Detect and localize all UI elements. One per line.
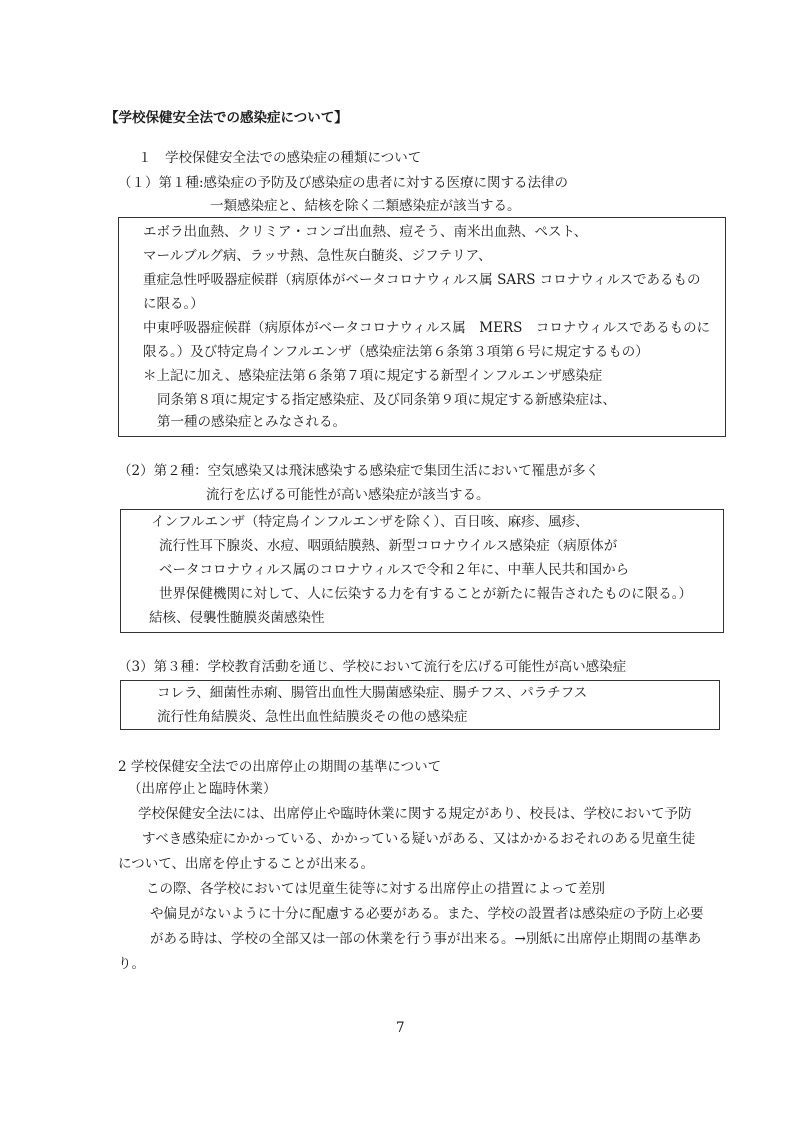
cat1-box-note: 同条第８項に規定する指定感染症、及び同条第９項に規定する新感染症は、 bbox=[157, 392, 616, 408]
cat2-box-line: インフルエンザ（特定鳥インフルエンザを除く）、百日咳、麻疹、風疹、 bbox=[151, 514, 589, 530]
section1-title: １ 学校保健安全法での感染症の種類について bbox=[138, 150, 422, 166]
section2-title: 2 学校保健安全法での出席停止の期間の基準について bbox=[118, 759, 442, 775]
cat1-box-line: マールブルグ病、ラッサ熱、急性灰白髄炎、ジフテリア、 bbox=[143, 248, 492, 264]
section2-paragraph-line: 学校保健安全法には、出席停止や臨時休業に関する規定があり、校長は、学校において予防 bbox=[138, 806, 692, 822]
page-heading: 【学校保健安全法での感染症について】 bbox=[105, 110, 348, 126]
cat1-box-line: 重症急性呼吸器症候群（病原体がベータコロナウィルス属 SARS コロナウィルスであるもの bbox=[143, 272, 701, 288]
cat2-disease-box bbox=[120, 509, 724, 633]
cat1-box-line: に限る。） bbox=[143, 296, 204, 312]
cat2-line2: 流行を広げる可能性が高い感染症が該当する。 bbox=[206, 487, 490, 503]
cat3-disease-box bbox=[120, 680, 720, 730]
cat2-box-line: 結核、侵襲性髄膜炎菌感染性 bbox=[149, 610, 325, 626]
cat1-disease-box bbox=[118, 217, 726, 437]
cat1-box-note: 第一種の感染症とみなされる。 bbox=[157, 414, 346, 430]
cat1-line1: （１）第１種:感染症の予防及び感染症の患者に対する医療に関する法律の bbox=[118, 175, 569, 191]
section2-paragraph-line: がある時は、学校の全部又は一部の休業を行う事が出来る。→別紙に出席停止期間の基準あ bbox=[150, 931, 702, 947]
cat2-box-line: 世界保健機関に対して、人に伝染する力を有することが新たに報告されたものに限る。） bbox=[159, 586, 692, 602]
cat1-box-line: エボラ出血熱、クリミア・コンゴ出血熱、痘そう、南米出血熱、ペスト、 bbox=[143, 224, 588, 240]
cat2-box-line: 流行性耳下腺炎、水痘、咽頭結膜熱、新型コロナウイルス感染症（病原体が bbox=[159, 538, 618, 554]
cat1-box-note: ＊上記に加え、感染症法第６条第７項に規定する新型インフルエンザ感染症 bbox=[143, 368, 603, 384]
cat2-box-line: ベータコロナウィルス属のコロナウィルスで令和２年に、中華人民共和国から bbox=[159, 562, 630, 578]
cat3-line1: （3）第３種：学校教育活動を通じ、学校において流行を広げる可能性が高い感染症 bbox=[118, 659, 627, 675]
section2-paragraph-line: り。 bbox=[118, 956, 145, 972]
section2-paragraph-line: すべき感染症にかかっている、かかっている疑いがある、又はかかるおそれのある児童生徒 bbox=[142, 831, 696, 847]
page-number: 7 bbox=[396, 1020, 405, 1036]
section2-subtitle: （出席停止と臨時休業） bbox=[128, 781, 277, 797]
cat1-line2: 一類感染症と、結核を除く二類感染症が該当する。 bbox=[210, 198, 521, 214]
cat3-box-line: 流行性角結膜炎、急性出血性結膜炎その他の感染症 bbox=[157, 709, 468, 725]
cat3-box-line: コレラ、細菌性赤痢、腸管出血性大腸菌感染症、腸チフス、パラチフス bbox=[157, 685, 588, 701]
cat2-line1: （2）第２種：空気感染又は飛沫感染する感染症で集団生活において罹患が多く bbox=[118, 463, 600, 479]
cat1-box-line: 中東呼吸器症候群（病原体がベータコロナウィルス属 MERS コロナウィルスであるものに bbox=[143, 320, 711, 336]
section2-paragraph-line: この際、各学校においては児童生徒等に対する出席停止の措置によって差別 bbox=[146, 881, 605, 897]
section2-paragraph-line: について、出席を停止することが出来る。 bbox=[118, 856, 374, 872]
section2-paragraph-line: や偏見がないように十分に配慮する必要がある。また、学校の設置者は感染症の予防上必要 bbox=[150, 906, 704, 922]
cat1-box-line: 限る。）及び特定鳥インフルエンザ（感染症法第６条第３項第６号に規定するもの） bbox=[143, 344, 649, 360]
